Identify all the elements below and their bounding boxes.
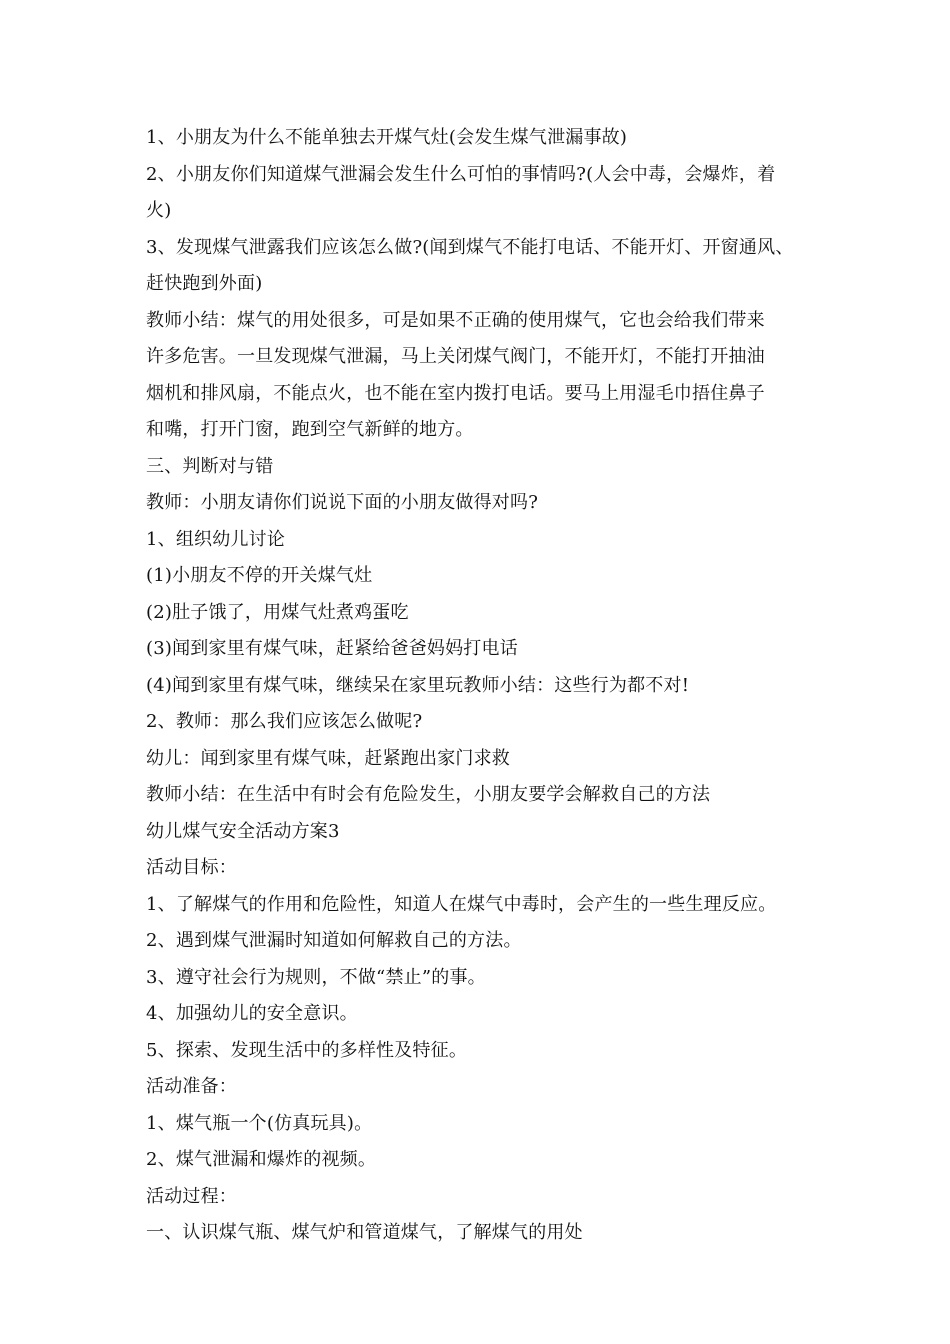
list-item: 3、遵守社会行为规则，不做“禁止”的事。 [146,966,486,988]
list-item: 2、遇到煤气泄漏时知道如何解救自己的方法。 [146,930,522,951]
list-item: 4、加强幼儿的安全意识。 [146,1003,358,1024]
text-line: 教师：小朋友请你们说说下面的小朋友做得对吗? [146,492,539,513]
list-item: (4)闻到家里有煤气味，继续呆在家里玩教师小结：这些行为都不对! [146,674,690,696]
text-line: 许多危害。一旦发现煤气泄漏，马上关闭煤气阀门，不能开灯，不能打开抽油 [146,346,765,367]
list-item: 2、煤气泄漏和爆炸的视频。 [146,1149,377,1170]
section-heading: 活动过程： [146,1185,237,1207]
text-line: 2、小朋友你们知道煤气泄漏会发生什么可怕的事情吗?(人会中毒，会爆炸，着 [146,163,776,185]
text-line: 3、发现煤气泄露我们应该怎么做?(闻到煤气不能打电话、不能开灯、开窗通风、 [146,236,794,258]
list-item: (3)闻到家里有煤气味，赶紧给爸爸妈妈打电话 [146,638,518,659]
text-line: 教师小结：在生活中有时会有危险发生，小朋友要学会解救自己的方法 [146,784,711,805]
list-item: 5、探索、发现生活中的多样性及特征。 [146,1039,468,1061]
list-item: (1)小朋友不停的开关煤气灶 [146,565,373,586]
text-line: 一、认识煤气瓶、煤气炉和管道煤气，了解煤气的用处 [146,1222,583,1243]
section-title: 幼儿煤气安全活动方案3 [146,820,340,842]
list-item: (2)肚子饿了，用煤气灶煮鸡蛋吃 [146,601,409,623]
text-line: 赶快跑到外面) [146,273,263,294]
text-line: 烟机和排风扇，不能点火，也不能在室内拨打电话。要马上用湿毛巾捂住鼻子 [146,382,765,404]
text-line: 幼儿：闻到家里有煤气味，赶紧跑出家门求救 [146,747,510,769]
text-line: 1、小朋友为什么不能单独去开煤气灶(会发生煤气泄漏事故) [146,127,628,148]
document-body [146,120,826,1252]
list-item: 1、煤气瓶一个(仿真玩具)。 [146,1112,373,1134]
section-heading: 活动准备： [146,1076,237,1097]
section-heading: 活动目标： [146,857,237,878]
section-heading: 三、判断对与错 [146,455,274,477]
text-line: 火) [146,200,172,221]
text-line: 1、组织幼儿讨论 [146,528,286,550]
text-line: 2、教师：那么我们应该怎么做呢? [146,711,423,732]
text-line: 教师小结：煤气的用处很多，可是如果不正确的使用煤气，它也会给我们带来 [146,309,765,331]
list-item: 1、了解煤气的作用和危险性，知道人在煤气中毒时，会产生的一些生理反应。 [146,893,777,915]
text-line: 和嘴，打开门窗，跑到空气新鲜的地方。 [146,419,474,440]
